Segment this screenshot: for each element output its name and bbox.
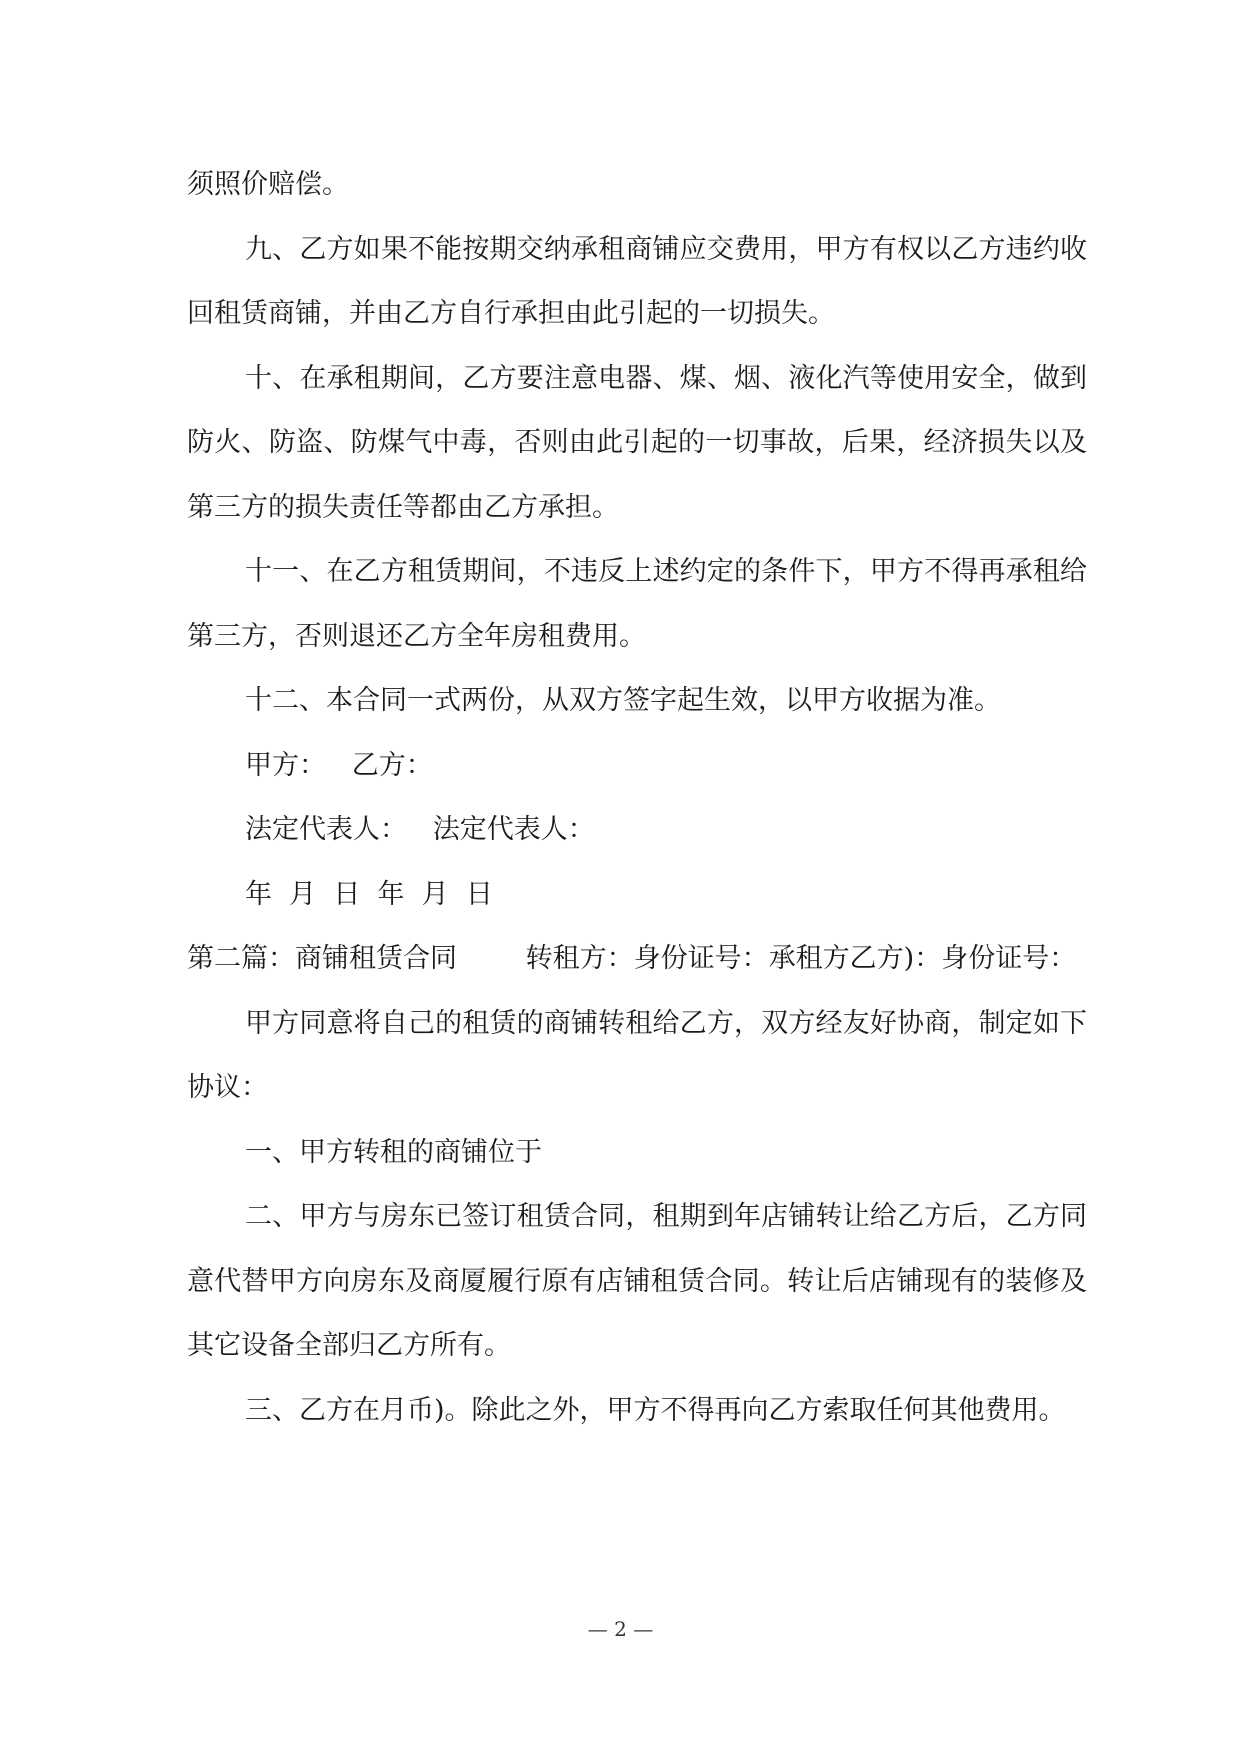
second-contract-clause-three: 三、乙方在月币)。除此之外，甲方不得再向乙方索取任何其他费用。	[245, 1394, 1066, 1426]
clause-nine: 九、乙方如果不能按期交纳承租商铺应交费用，甲方有权以乙方违约收回租赁商铺，并由乙方自行承担由此引起的一切损失。	[187, 233, 1087, 329]
second-contract-clause-one: 一、甲方转租的商铺位于	[245, 1136, 542, 1168]
clause-twelve: 十二、本合同一式两份，从双方签字起生效，以甲方收据为准。	[245, 685, 1001, 716]
signature-representatives: 法定代表人： 法定代表人：	[245, 814, 595, 845]
signature-dates: 年 月 日 年 月 日	[245, 878, 493, 910]
signature-parties: 甲方： 乙方：	[245, 749, 433, 781]
second-contract-heading: 第二篇：商铺租赁合同 转租方：身份证号：承租方乙方)：身份证号：	[187, 943, 1077, 974]
clause-ten: 十、在承租期间，乙方要注意电器、煤、烟、液化汽等使用安全，做到防火、防盗、防煤气中毒，否则由此引起的一切事故，后果，经济损失以及第三方的损失责任等都由乙方承担。	[187, 362, 1087, 523]
document-body	[187, 153, 1087, 1443]
page-number: — 2 —	[587, 1617, 654, 1641]
clause-eleven: 十一、在乙方租赁期间，不违反上述约定的条件下，甲方不得再承租给第三方，否则退还乙方全年房租费用。	[187, 556, 1087, 652]
paragraph-continuation: 须照价赔偿。	[187, 169, 349, 200]
second-contract-clause-two: 二、甲方与房东已签订租赁合同，租期到年店铺转让给乙方后，乙方同意代替甲方向房东及商厦履行原有店铺租赁合同。转让后店铺现有的装修及其它设备全部归乙方所有。	[187, 1201, 1087, 1361]
second-contract-intro: 甲方同意将自己的租赁的商铺转租给乙方，双方经友好协商，制定如下协议：	[187, 1007, 1087, 1103]
